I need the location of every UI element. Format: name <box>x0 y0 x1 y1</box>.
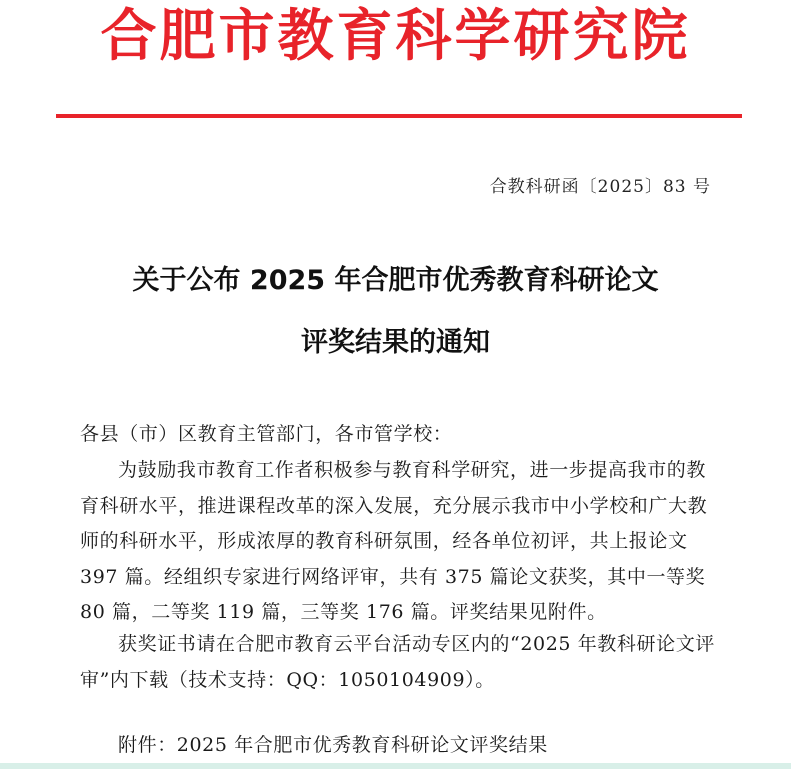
letterhead-red-rule <box>56 114 742 118</box>
letterhead-org-name: 合肥市教育科学研究院 <box>100 3 691 69</box>
document-title-line-1: 关于公布 2025 年合肥市优秀教育科研论文 <box>132 265 659 296</box>
body-paragraph-2: 获奖证书请在合肥市教育云平台活动专区内的“2025 年教科研论文评审”内下载（技术支持：QQ：1050104909）。 <box>80 633 715 691</box>
salutation: 各县（市）区教育主管部门，各市管学校： <box>80 423 453 445</box>
page-bottom-strip <box>0 763 791 769</box>
attachment-line: 附件：2025 年合肥市优秀教育科研论文评奖结果 <box>118 734 548 756</box>
letterhead <box>0 3 791 69</box>
document-title-line-2: 评奖结果的通知 <box>301 327 490 358</box>
body-paragraph-1: 为鼓励我市教育工作者积极参与教育科学研究，进一步提高我市的教育科研水平，推进课程改革的深入发展，充分展示我市中小学校和广大教师的科研水平，形成浓厚的教育科研氛围，经各单位初评，共上报论文 397 篇。经组织专家进行网络评审，共有 375 篇论文获奖，其中一等奖 80 篇，二等奖 119 篇，三等奖 176 篇。评奖结果见附件。 <box>80 459 708 623</box>
document-number: 合教科研函〔2025〕83 号 <box>489 177 711 197</box>
